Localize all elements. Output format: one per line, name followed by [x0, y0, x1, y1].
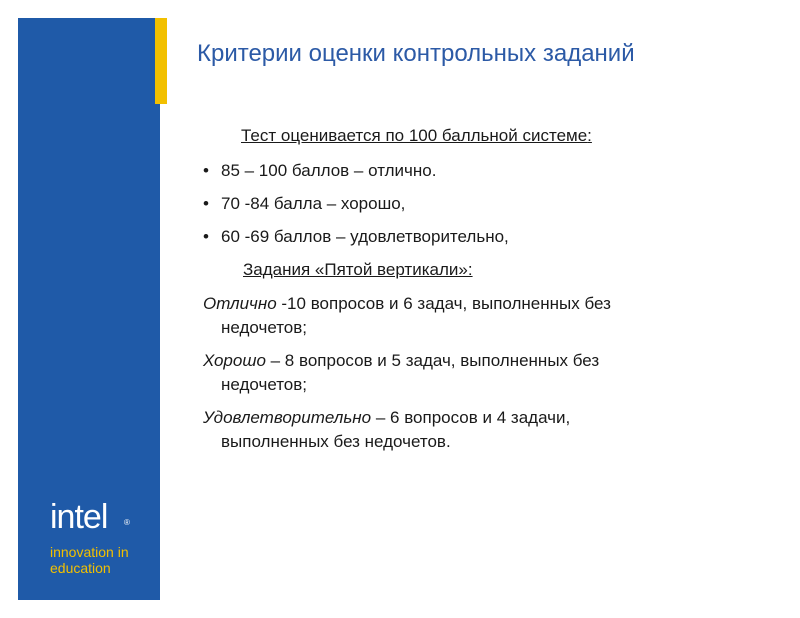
bullet: •: [203, 227, 209, 246]
intro-text: Тест оценивается по 100 балльной системе: [241, 126, 588, 145]
criterion-line-1: [203, 292, 763, 316]
criterion-description: – 6 вопросов и 4 задачи,: [371, 408, 571, 427]
slide-title: Критерии оценки контрольных заданий: [197, 40, 635, 67]
tagline-line-2: education: [50, 560, 111, 576]
scale-item-text: 85 – 100 баллов – отлично.: [221, 161, 437, 180]
bullet: •: [203, 161, 209, 180]
intel-logo: [50, 500, 160, 576]
intro-heading: [241, 124, 763, 148]
scale-item-text: 60 -69 баллов – удовлетворительно,: [221, 227, 509, 246]
logo-wordmark: [50, 500, 160, 534]
intro-colon: :: [587, 126, 592, 145]
criterion-grade: Удовлетворительно: [203, 408, 372, 427]
scale-item-text: 70 -84 балла – хорошо,: [221, 194, 406, 213]
criterion-line-2: недочетов;: [221, 318, 308, 337]
criterion-grade: Хорошо: [203, 351, 266, 370]
criterion-line-1: [203, 349, 763, 373]
criterion-grade: Отлично: [203, 294, 277, 313]
criterion-line-2: недочетов;: [221, 375, 308, 394]
slide-content: [203, 124, 763, 463]
criterion-line-2: выполненных без недочетов.: [221, 432, 451, 451]
accent-bar: [155, 18, 167, 104]
bullet: •: [203, 194, 209, 213]
criterion-line-1: [203, 406, 763, 430]
logo-registered-mark: ®: [124, 518, 129, 527]
criterion-satisfactory: [203, 406, 763, 454]
list-item: [203, 192, 763, 216]
criterion-description: – 8 вопросов и 5 задач, выполненных без: [265, 351, 600, 370]
criterion-description: -10 вопросов и 6 задач, выполненных без: [276, 294, 611, 313]
criterion-good: [203, 349, 763, 397]
list-item: [203, 159, 763, 183]
grading-scale-list: [203, 159, 763, 249]
logo-tagline: [50, 544, 160, 576]
logo-text: intel: [50, 498, 108, 536]
criterion-excellent: [203, 292, 763, 340]
list-item: [203, 225, 763, 249]
tasks-heading: Задания «Пятой вертикали»:: [243, 260, 473, 279]
tagline-line-1: innovation in: [50, 544, 129, 560]
